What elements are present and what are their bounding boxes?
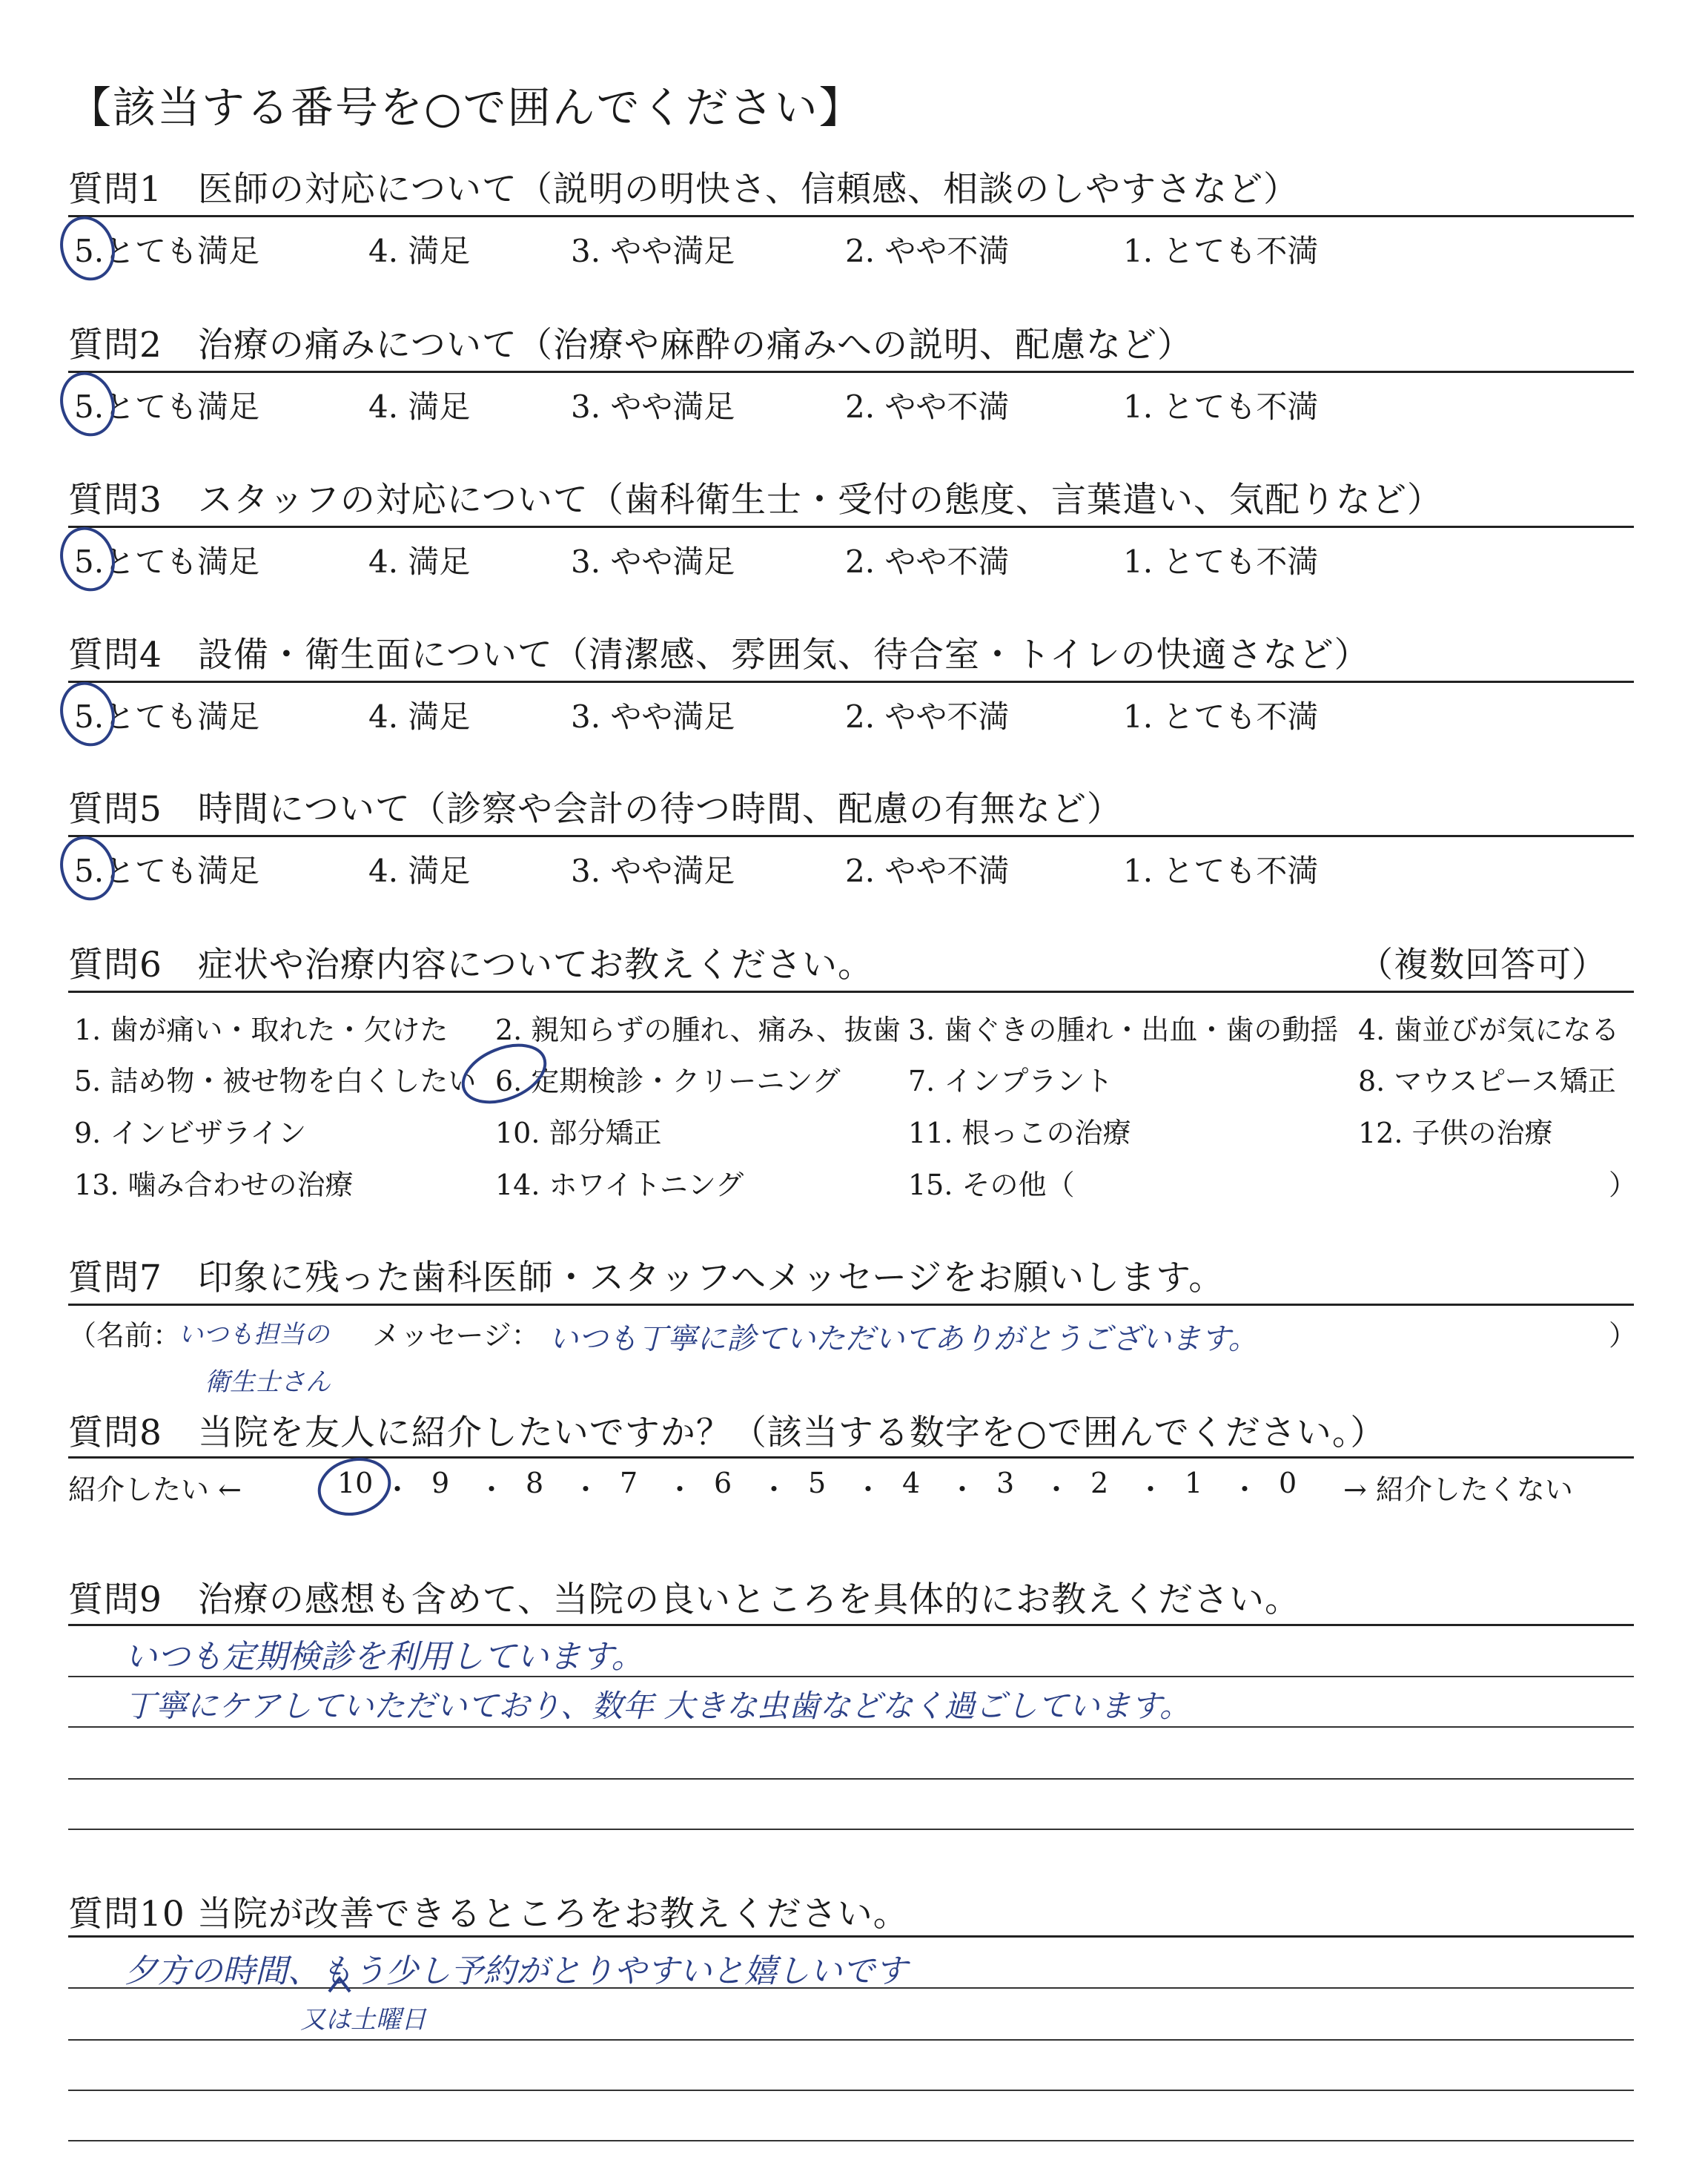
q6-option-6[interactable]: 6. 定期検診・クリーニング xyxy=(495,1065,841,1097)
page-title: 【該当する番号を○で囲んでください】 xyxy=(68,82,864,133)
q3-option-4[interactable]: 4. 満足 xyxy=(368,544,471,580)
q8-number-1[interactable]: 1 xyxy=(1185,1467,1203,1499)
q4-option-1[interactable]: 1. とても不満 xyxy=(1123,698,1319,735)
q6-option-3[interactable]: 3. 歯ぐきの腫れ・出血・歯の動揺 xyxy=(908,1014,1339,1046)
q6-option-5[interactable]: 5. 詰め物・被せ物を白くしたい xyxy=(74,1065,477,1097)
q8-separator-dot: ・ xyxy=(948,1473,977,1506)
q7-name-label: （名前： xyxy=(68,1319,182,1352)
q4-option-5[interactable]: 5.とても満足 xyxy=(74,698,260,735)
question-4-title: 質問4 設備・衛生面について（清潔感、雰囲気、待合室・トイレの快適さなど） xyxy=(68,635,1370,676)
q2-option-3[interactable]: 3. やや満足 xyxy=(571,389,735,425)
q7-message-value[interactable]: いつも丁寧に診ていただいてありがとうございます。 xyxy=(549,1322,1258,1356)
q1-option-4[interactable]: 4. 満足 xyxy=(368,233,471,269)
q1-option-2[interactable]: 2. やや不満 xyxy=(845,233,1010,269)
q8-separator-dot: ・ xyxy=(1231,1473,1260,1506)
question-3-title: 質問3 スタッフの対応について（歯科衛生士・受付の態度、言葉遣い、気配りなど） xyxy=(68,480,1443,521)
q2-selected-circle xyxy=(54,367,122,442)
q5-option-4[interactable]: 4. 満足 xyxy=(368,853,471,889)
q3-option-1[interactable]: 1. とても不満 xyxy=(1123,544,1319,580)
q1-option-5[interactable]: 5.とても満足 xyxy=(74,233,260,269)
q8-right-label: → 紹介したくない xyxy=(1343,1473,1573,1506)
question-7-title: 質問7 印象に残った歯科医師・スタッフへメッセージをお願いします。 xyxy=(68,1258,1225,1298)
q8-number-9[interactable]: 9 xyxy=(431,1467,450,1499)
q8-separator-dot: ・ xyxy=(477,1473,506,1506)
q6-option-4[interactable]: 4. 歯並びが気になる xyxy=(1358,1014,1620,1046)
q8-number-2[interactable]: 2 xyxy=(1090,1467,1109,1499)
q2-option-1[interactable]: 1. とても不満 xyxy=(1123,389,1319,425)
q4-option-3[interactable]: 3. やや満足 xyxy=(571,698,735,735)
q10-answer-insert[interactable]: 又は土曜日 xyxy=(300,2005,426,2035)
q6-option-13[interactable]: 13. 噛み合わせの治療 xyxy=(74,1169,354,1201)
q8-left-label: 紹介したい ← xyxy=(68,1473,242,1506)
q6-option-8[interactable]: 8. マウスピース矯正 xyxy=(1358,1065,1616,1097)
question-6-note: （複数回答可） xyxy=(1358,945,1607,985)
q8-separator-dot: ・ xyxy=(383,1473,412,1506)
q3-option-5[interactable]: 5.とても満足 xyxy=(74,544,260,580)
q7-name-value[interactable]: いつも担当の xyxy=(178,1320,329,1350)
q10-insert-caret xyxy=(329,1978,350,1992)
q8-separator-dot: ・ xyxy=(760,1473,789,1506)
q8-separator-dot: ・ xyxy=(572,1473,600,1506)
q6-option-1[interactable]: 1. 歯が痛い・取れた・欠けた xyxy=(74,1014,448,1046)
q8-separator-dot: ・ xyxy=(666,1473,695,1506)
q4-option-2[interactable]: 2. やや不満 xyxy=(845,698,1010,735)
q9-answer-line-1[interactable]: いつも定期検診を利用しています。 xyxy=(125,1638,644,1676)
q6-option-7[interactable]: 7. インプラント xyxy=(908,1065,1113,1097)
q6-option-15-close: ） xyxy=(1609,1169,1638,1201)
q6-option-12[interactable]: 12. 子供の治療 xyxy=(1358,1117,1553,1149)
q8-number-10[interactable]: 10 xyxy=(337,1467,374,1499)
q8-number-4[interactable]: 4 xyxy=(902,1467,921,1499)
q8-number-3[interactable]: 3 xyxy=(996,1467,1015,1499)
question-10-title: 質問10 当院が改善できるところをお教えください。 xyxy=(68,1894,909,1935)
q2-option-4[interactable]: 4. 満足 xyxy=(368,389,471,425)
q6-option-14[interactable]: 14. ホワイトニング xyxy=(495,1169,744,1201)
q8-number-5[interactable]: 5 xyxy=(808,1467,827,1499)
q7-close: ） xyxy=(1609,1319,1638,1352)
q8-selected-circle xyxy=(313,1452,395,1522)
q9-answer-line-2[interactable]: 丁寧にケアしていただいており、数年 大きな虫歯などなく過ごしています。 xyxy=(125,1688,1191,1724)
q4-selected-circle xyxy=(54,677,122,752)
q8-number-7[interactable]: 7 xyxy=(620,1467,638,1499)
q8-separator-dot: ・ xyxy=(1042,1473,1071,1506)
question-2-title: 質問2 治療の痛みについて（治療や麻酔の痛みへの説明、配慮など） xyxy=(68,325,1194,366)
q6-option-9[interactable]: 9. インビザライン xyxy=(74,1117,307,1149)
q7-message-label: メッセージ： xyxy=(372,1319,540,1352)
q3-selected-circle xyxy=(54,522,122,597)
q2-option-5[interactable]: 5.とても満足 xyxy=(74,389,260,425)
q1-option-3[interactable]: 3. やや満足 xyxy=(571,233,735,269)
q1-option-1[interactable]: 1. とても不満 xyxy=(1123,233,1319,269)
q6-option-11[interactable]: 11. 根っこの治療 xyxy=(908,1117,1131,1149)
q3-option-3[interactable]: 3. やや満足 xyxy=(571,544,735,580)
q4-option-4[interactable]: 4. 満足 xyxy=(368,698,471,735)
q6-option-2[interactable]: 2. 親知らずの腫れ、痛み、抜歯 xyxy=(495,1014,901,1046)
q8-number-8[interactable]: 8 xyxy=(526,1467,544,1499)
q3-option-2[interactable]: 2. やや不満 xyxy=(845,544,1010,580)
question-6-title: 質問6 症状や治療内容についてお教えください。 xyxy=(68,945,873,985)
q6-selected-circle xyxy=(454,1034,553,1114)
q5-option-5[interactable]: 5.とても満足 xyxy=(74,853,260,889)
q10-answer-line-1[interactable]: 夕方の時間、もう少し予約がとりやすいと嬉しいです xyxy=(125,1952,907,1990)
q6-option-15[interactable]: 15. その他（ xyxy=(908,1169,1075,1201)
q1-selected-circle xyxy=(54,211,122,286)
q5-option-3[interactable]: 3. やや満足 xyxy=(571,853,735,889)
q7-name-value-line2[interactable]: 衛生士さん xyxy=(205,1367,331,1397)
q8-number-6[interactable]: 6 xyxy=(714,1467,732,1499)
question-1-title: 質問1 医師の対応について（説明の明快さ、信頼感、相談のしやすさなど） xyxy=(68,169,1300,210)
q5-selected-circle xyxy=(54,831,122,906)
q5-option-1[interactable]: 1. とても不満 xyxy=(1123,853,1319,889)
question-9-title: 質問9 治療の感想も含めて、当院の良いところを具体的にお教えください。 xyxy=(68,1579,1300,1620)
q8-separator-dot: ・ xyxy=(1136,1473,1165,1506)
question-5-title: 質問5 時間について（診察や会計の待つ時間、配慮の有無など） xyxy=(68,789,1122,830)
q6-option-10[interactable]: 10. 部分矯正 xyxy=(495,1117,662,1149)
q8-separator-dot: ・ xyxy=(854,1473,883,1506)
q5-option-2[interactable]: 2. やや不満 xyxy=(845,853,1010,889)
q8-number-0[interactable]: 0 xyxy=(1279,1467,1297,1499)
question-8-title: 質問8 当院を友人に紹介したいですか？（該当する数字を○で囲んでください。） xyxy=(68,1413,1386,1453)
q2-option-2[interactable]: 2. やや不満 xyxy=(845,389,1010,425)
